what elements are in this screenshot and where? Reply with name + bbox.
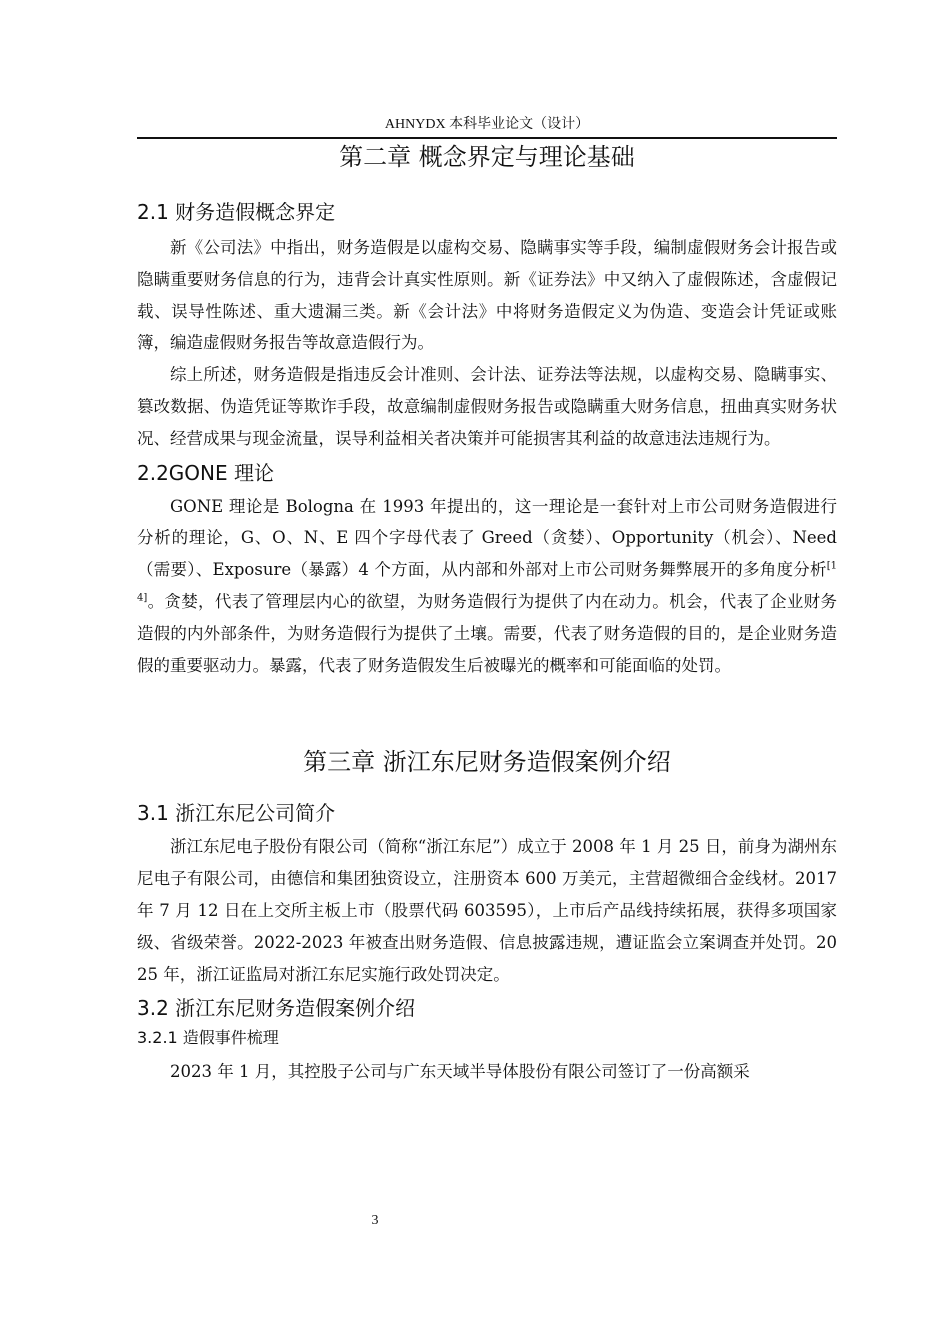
gone-paragraph-text-part-1: GONE 理论是 Bologna 在 1993 年提出的，这一理论是一套针对上市公司财务造假进行分析的理论，G、O、N、E 四个字母代表了 Greed（贪婪）、Opportunity（机会）、Need（需要）、Exposure（暴露）4 个方面，从内部和外部对上市公司财务舞弊展开的多角度分析 (137, 496, 837, 580)
page-body (137, 138, 837, 1088)
section-2-2-title: 2.2GONE 理论 (137, 460, 275, 485)
section-2-2-paragraph-1 (137, 491, 837, 682)
section-2-1-paragraph-1: 新《公司法》中指出，财务造假是以虚构交易、隐瞒事实等手段，编制虚假财务会计报告或隐瞒重要财务信息的行为，违背会计真实性原则。新《证券法》中又纳入了虚假陈述，含虚假记载、误导性陈述、重大遗漏三类。新《会计法》中将财务造假定义为伪造、变造会计凭证或账簿，编造虚假财务报告等故意造假行为。 (137, 238, 837, 353)
subsection-3-2-1-title: 3.2.1 造假事件梳理 (137, 1028, 279, 1048)
section-3-1-paragraph-1: 浙江东尼电子股份有限公司（简称“浙江东尼”）成立于 2008 年 1 月 25 日，前身为湖州东尼电子有限公司，由德信和集团独资设立，注册资本 600 万美元，主营超微细合金线材。2017 年 7 月 12 日在上交所主板上市（股票代码 603595），上市后产品线持续拓展，获得多项国家级、省级荣誉。2022-2023 年被查出财务造假、信息披露违规，遭证监会立案调查并处罚。2025 年，浙江证监局对浙江东尼实施行政处罚决定。 (137, 837, 837, 984)
subsection-3-2-1-paragraph-1: 2023 年 1 月，其控股子公司与广东天域半导体股份有限公司签订了一份高额采 (170, 1062, 750, 1082)
section-3-2-title: 3.2 浙江东尼财务造假案例介绍 (137, 996, 416, 1021)
citation-reference: [14] (137, 560, 837, 604)
section-2-1-paragraph-2: 综上所述，财务造假是指违反会计准则、会计法、证券法等法规，以虚构交易、隐瞒事实、篡改数据、伪造凭证等欺诈手段，故意编制虚假财务报告或隐瞒重大财务信息，扭曲真实财务状况、经营成果与现金流量，误导利益相关者决策并可能损害其利益的故意违法违规行为。 (137, 365, 837, 448)
running-header: AHNYDX 本科毕业论文（设计） (384, 117, 590, 132)
section-3-1-title: 3.1 浙江东尼公司简介 (137, 801, 336, 826)
chapter-2-title: 第二章 概念界定与理论基础 (339, 143, 635, 171)
chapter-3-title: 第三章 浙江东尼财务造假案例介绍 (303, 748, 671, 777)
page-number: 3 (371, 1213, 379, 1228)
gone-paragraph-text-part-2: 。贪婪，代表了管理层内心的欲望，为财务造假行为提供了内在动力。机会，代表了企业财务造假的内外部条件，为财务造假行为提供了土壤。需要，代表了财务造假的目的，是企业财务造假的重要驱动力。暴露，代表了财务造假发生后被曝光的概率和可能面临的处罚。 (137, 591, 837, 675)
section-2-1-title: 2.1 财务造假概念界定 (137, 200, 336, 224)
